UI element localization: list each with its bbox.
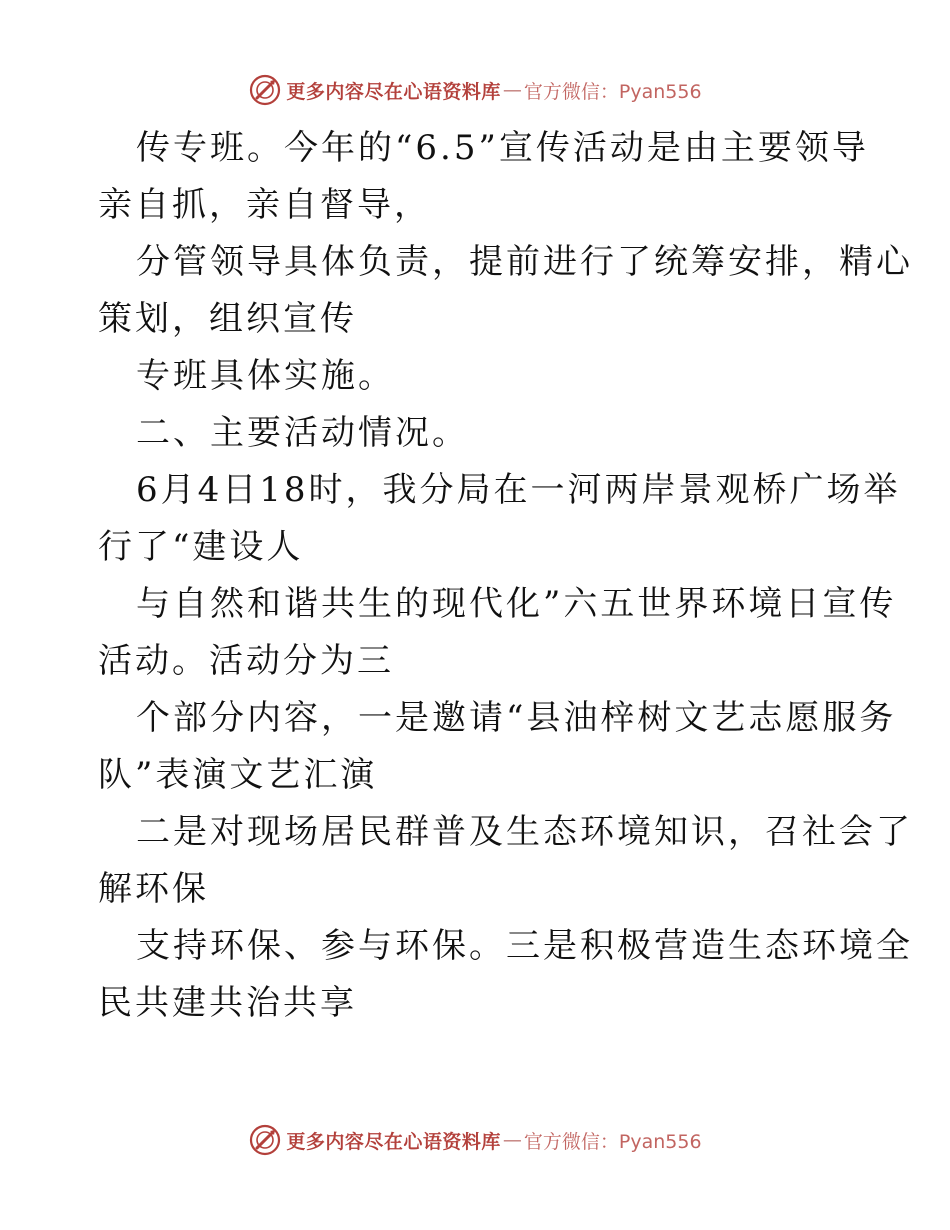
text-line: 活动。活动分为三 [98,641,394,681]
footer-brand-text: 更多内容尽在心语资料库 [286,1130,501,1153]
text-line: 分管领导具体负责，提前进行了统筹安排，精心 [136,242,913,282]
text-line: 个部分内容，一是邀请“县油梓树文艺志愿服务 [136,698,897,738]
text-line: 传专班。今年的“6.5”宣传活动是由主要领导 [136,128,869,168]
brand-logo-icon [248,73,282,107]
text-line: 亲自抓，亲自督导， [98,185,431,225]
document-body [98,120,913,1032]
text-line: 行了“建设人 [98,527,304,567]
footer-separator: — [502,1129,522,1151]
brand-logo-icon [248,1123,282,1157]
footer-banner [0,1120,950,1160]
text-line: 策划，组织宣传 [98,299,357,339]
header-brand-text: 更多内容尽在心语资料库 [286,80,501,103]
text-line: 与自然和谐共生的现代化”六五世界环境日宣传 [136,584,897,624]
header-wechat-label: 官方微信：Pyan556 [523,80,702,103]
text-line: 民共建共治共享 [98,983,357,1023]
text-line: 支持环保、参与环保。三是积极营造生态环境全 [136,926,913,966]
header-banner [0,70,950,110]
text-line: 专班具体实施。 [136,356,395,396]
section-heading: 二、主要活动情况。 [136,413,469,453]
text-line: 二是对现场居民群普及生态环境知识，召社会了 [136,812,913,852]
text-line: 6月4日18时，我分局在一河两岸景观桥广场举 [136,470,901,510]
footer-wechat-label: 官方微信：Pyan556 [523,1130,702,1153]
header-separator: — [502,79,522,101]
text-line: 解环保 [98,869,209,909]
text-line: 队”表演文艺汇演 [98,755,378,795]
